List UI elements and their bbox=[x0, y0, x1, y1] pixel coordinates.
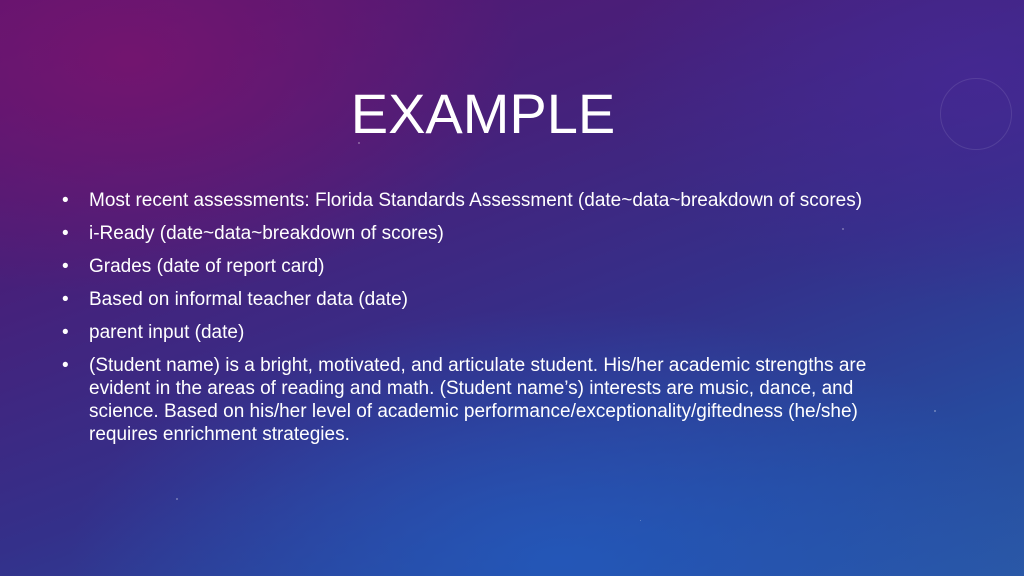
bullet-marker: • bbox=[62, 355, 69, 376]
bullet-item bbox=[60, 321, 900, 344]
bullet-item bbox=[60, 354, 900, 446]
bullet-marker: • bbox=[62, 190, 69, 211]
bullet-item bbox=[60, 222, 900, 245]
bullet-text: parent input (date) bbox=[89, 322, 245, 343]
bullet-item bbox=[60, 255, 900, 278]
slide-title: EXAMPLE bbox=[350, 82, 616, 145]
bullet-text: Based on informal teacher data (date) bbox=[89, 289, 408, 310]
bullet-marker: • bbox=[62, 223, 69, 244]
bullet-text: Most recent assessments: Florida Standards Assessment (date~data~breakdown of scores) bbox=[89, 190, 863, 211]
bullet-list bbox=[60, 189, 900, 456]
bullet-item bbox=[60, 189, 900, 212]
bullet-text: i-Ready (date~data~breakdown of scores) bbox=[89, 223, 444, 244]
background-speck bbox=[176, 498, 178, 500]
bullet-marker: • bbox=[62, 256, 69, 277]
bullet-text: (Student name) is a bright, motivated, and articulate student. His/her academic strengths are evident in the areas of reading and math. (Student name’s) interests are music, dance, and science. Based on his/her level of academic performance/exceptionality/giftedness (he/she) requires enrichment strategies. bbox=[89, 355, 867, 445]
bullet-item bbox=[60, 288, 900, 311]
background-speck bbox=[934, 410, 936, 412]
background-speck bbox=[640, 520, 641, 521]
bullet-text: Grades (date of report card) bbox=[89, 256, 325, 277]
bullet-marker: • bbox=[62, 322, 69, 343]
bullet-marker: • bbox=[62, 289, 69, 310]
